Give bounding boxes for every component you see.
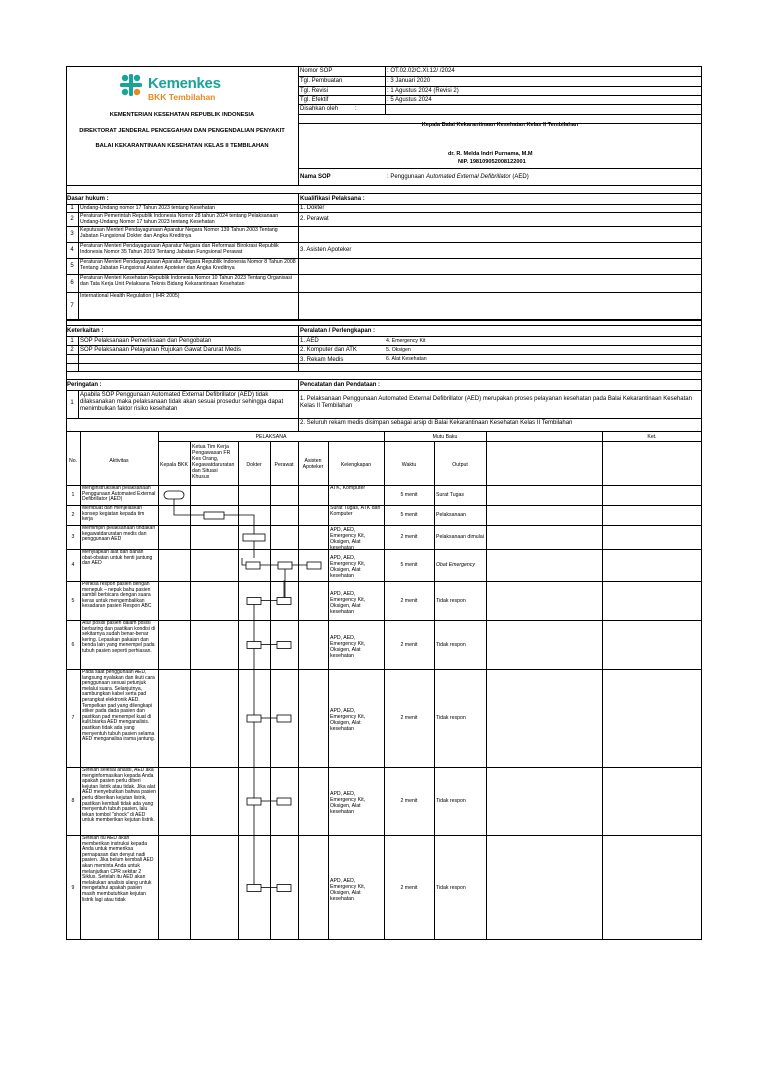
row-no: 7 <box>71 715 75 721</box>
row-no: 1 <box>71 492 75 498</box>
row-output: Obat Emergency <box>436 562 475 568</box>
row-waktu: 2 menit <box>400 884 418 891</box>
kualifikasi-item: 2. Perawat <box>300 216 329 222</box>
tgl-revisi-label: Tgl. Revisi <box>300 88 329 94</box>
row-kelengkapan: APD, AED, Emergency Kit, Oksigen, Alat kesehatan <box>330 791 366 815</box>
flowchart-diagram <box>66 66 702 1066</box>
process-box <box>247 598 261 605</box>
nama-sop-label: Nama SOP <box>300 174 331 180</box>
row-output: Tidak respon <box>436 884 466 891</box>
kualifikasi-item: 3. Asisten Apoteker <box>300 247 352 253</box>
row-waktu: 2 menit <box>400 641 418 648</box>
nama-sop-value: : Penggunaan Automated External Defibrillator (AED) <box>387 174 529 180</box>
disahkan-label: Disahkan oleh <box>300 106 339 112</box>
ministry-name: KEMENTERIAN KESEHATAN REPUBLIK INDONESIA <box>109 112 255 118</box>
disahkan-colon: : <box>355 106 357 112</box>
kualifikasi-heading: Kualifikasi Pelaksana : <box>300 196 365 202</box>
row-aktivitas: Pada saat penggunaan AED, langsung nyalakan dan ikuti cara penggunaan sesuai petunjuk melalui suara. Selanjutnya, sambungkan kabel serta pad perangkat elektronik AED. Tempelkan pad yang dilengkapi stiker pada dada pasien dan pastikan pad menempel kuat di kulit.biarka AED menganalisis. pastikan tidak ada yang menyentuh tubuh pasien selama AED menganalisa irama jantung. <box>82 669 156 743</box>
header-asisten-apoteker: Asisten Apoteker <box>302 458 324 470</box>
row-kelengkapan: APD, AED, Emergency Kit, Oksigen, Alat kesehatan <box>330 877 366 902</box>
dasar-hukum-no: 4 <box>70 247 74 253</box>
row-no: 2 <box>71 512 75 518</box>
row-waktu: 2 menit <box>400 534 418 540</box>
peralatan-item: 2. Komputer dan ATK <box>300 347 357 353</box>
row-output: Tidak respon <box>436 641 466 648</box>
dasar-hukum-no: 1 <box>70 205 74 211</box>
peralatan-item: 4. Emergency Kit <box>386 338 426 344</box>
row-no: 5 <box>71 597 75 604</box>
row-output: Surat Tugas <box>436 492 464 498</box>
dasar-hukum-no: 2 <box>70 216 74 222</box>
process-box <box>247 715 261 722</box>
keterkaitan-item: SOP Pelaksanaan Pelayanan Rujukan Gawat Darurat Medis <box>80 347 241 353</box>
process-box <box>277 885 291 892</box>
header-aktivitas: Aktivitas <box>109 458 129 464</box>
row-waktu: 2 menit <box>400 715 418 721</box>
header-mutu-baku: Mutu Baku <box>432 434 458 440</box>
header-dokter: Dokter <box>246 462 262 468</box>
peralatan-item: 5. Oksigen <box>386 347 411 353</box>
dasar-hukum-heading: Dasar hukum : <box>67 196 109 202</box>
process-box <box>307 562 321 569</box>
dasar-hukum-no: 3 <box>70 231 74 237</box>
flow-connector <box>242 558 246 565</box>
peralatan-heading: Peralatan / Perlengkapan : <box>300 328 376 334</box>
dasar-hukum-item: Peraturan Menteri Pendayagunaan Aparatur Negara Republik Indonesia Nomor 8 Tahun 2008 Tentang Jabatan Fungsional Asisten Apoteker dan Angka Kreditnya <box>80 259 296 271</box>
row-waktu: 2 menit <box>400 798 418 804</box>
dasar-hukum-no: 5 <box>70 263 74 269</box>
process-box <box>277 642 291 649</box>
signer-name: dr. R. Melda Indri Purnama, M.M <box>448 151 533 157</box>
tgl-pembuatan-value: : 3 Januari 2020 <box>387 78 431 84</box>
process-box <box>247 885 261 892</box>
peringatan-text: Apabila SOP Penggunaan Automated External Defibrillator (AED) tidak dilaksanakan maka pelaksanaan tidak akan sesuai prosedur sehingga dapat menimbulkan faktor risiko kesehatan <box>80 392 284 412</box>
peringatan-no: 1 <box>70 400 74 406</box>
row-aktivitas: Menyiapkan alat dan bahan obat-obatan untuk henti jantung dan AED <box>82 549 153 567</box>
dasar-hukum-item: Peraturan Menteri Kesehatan Republik Indonesia Nomor 10 Tahun 2023 Tentang Organisasi dan Tata Kerja Unit Pelaksana Teknis Bidang Kekarantinaan Kesehatan <box>80 275 293 287</box>
dasar-hukum-item: Undang-Undang nomor 17 Tahun 2023 tentang Kesehatan <box>80 205 215 211</box>
header-ket: Ket. <box>647 434 657 440</box>
office-name: BALAI KEKARANTINAAN KESEHATAN KELAS II TEMBILAHAN <box>95 143 269 149</box>
row-waktu: 2 menit <box>400 597 418 604</box>
process-box <box>277 598 291 605</box>
header-output: Output <box>452 462 468 468</box>
process-box <box>277 715 291 722</box>
row-output: Pelaksanaan dimulai <box>436 534 484 540</box>
row-aktivitas: Membuat dan menjelaskan konsep kegiatan kepada tim kerja <box>82 505 145 523</box>
row-no: 8 <box>71 798 75 804</box>
row-no: 9 <box>71 884 75 891</box>
tgl-pembuatan-label: Tgl. Pembuatan <box>300 78 343 84</box>
signer-nip: NIP. 198109052008122001 <box>458 159 526 165</box>
row-waktu: 5 menit <box>400 492 418 498</box>
logo-subtitle: BKK Tembilahan <box>148 92 216 102</box>
row-output: Tidak respon <box>436 715 466 721</box>
row-kelengkapan: APD, AED, Emergency Kit, Oksigen, Alat kesehatan <box>330 634 366 659</box>
header-no: No. <box>68 458 78 464</box>
row-output: Tidak respon <box>436 597 466 604</box>
logo-brand: Kemenkes <box>148 75 221 92</box>
tgl-efektif-label: Tgl. Efektif <box>300 97 329 103</box>
header-waktu: Waktu <box>401 462 417 468</box>
dasar-hukum-item: Keputusan Menteri Pendayagunaan Aparatur Negara Nomor 139 Tahun 2003 Tentang Jabatan Fungsional Dokter dan Angka Kreditnya <box>80 227 278 239</box>
keterkaitan-heading: Keterkaitan : <box>67 328 104 334</box>
tgl-efektif-value: : 5 Agustus 2024 <box>387 97 432 103</box>
row-kelengkapan: Surat Tugas, ATK dan Komputer <box>330 505 381 517</box>
dasar-hukum-item: Peraturan Pemerintah Republik Indonesia Nomor 28 tahun 2024 tentang Pelaksanaan Undang-Undang Nomor 17 tahun 2023 tentang Kesehatan <box>80 213 279 225</box>
pencatatan-item: 1. Pelaksanaan Penggunaan Automated External Defibrillator (AED) merupakan proses pelayanan kesehatan pada Balai Kekarantinaan Kesehatan Kelas II Tembilahan <box>300 396 692 409</box>
row-aktivitas: Setelah selesai analisi, AED aka menginformasikan kepada Anda apakah pasien perlu diberi kejutan listrik atau tidak. Jika alat AED menyebutkan bahwa pasien perlu diberikan kejutan listrik, pastikan kembali tidak ada yang menyentuh tubuh pasien, lalu tekan tombol "shock" di AED untuk memberikan kejutan listrik. <box>82 767 156 824</box>
tgl-revisi-value: : 1 Agustus 2024 (Revisi 2) <box>387 88 459 94</box>
start-terminator <box>164 491 184 499</box>
row-no: 3 <box>71 534 75 540</box>
pencatatan-item: 2. Seluruh rekam medis disimpan sebagai arsip di Balai Kekarantinaan Kesehatan Kelas II Tembilahan <box>300 420 573 426</box>
header-kepala-bkk: Kepala BKK <box>160 462 188 468</box>
nomor-value: : OT.02.02/C.XI.12/ /2024 <box>387 68 455 74</box>
row-aktivitas: Memimpin pelaksanaan tindakan kegawatdaruratan medis dan penggunaan AED <box>82 525 156 543</box>
row-kelengkapan: APD, AED, Emergency Kit, Oksigen, Alat kesehatan <box>330 590 366 615</box>
row-kelengkapan: ATK, Komputer <box>330 485 366 491</box>
row-waktu: 5 menit <box>400 562 418 568</box>
process-box <box>247 798 261 805</box>
row-aktivitas: Periksa respon pasien dengan menepuk – nepuk bahu pasien sambil berbicara dengan suara keras untuk mengembalikan kesadaran pasien Respon ABC <box>82 581 152 610</box>
row-aktivitas: Atur posisi pasien dalam posisi berbaring dan pastikan kondisi di sekitarnya sudah benar-benar kering. Lepaskan pakaian dan benda lain yang menempel pada tubuh pasien seperti perhiasan. <box>82 620 156 654</box>
row-waktu: 5 menit <box>400 512 418 518</box>
row-no: 4 <box>71 562 75 568</box>
header-kelengkapan: Kelengkapan <box>340 462 372 468</box>
dasar-hukum-item: International Health Regulation ( IHR 2005) <box>80 293 180 299</box>
header-ketua-tim: Ketua Tim Kerja Pengawasan FR Kes Orang, Kegawatdaruratan dan Situasi Khusus <box>192 444 235 480</box>
process-box <box>277 798 291 805</box>
dasar-hukum-no: 6 <box>70 280 74 286</box>
row-output: Pelaksanaan <box>436 512 466 518</box>
nomor-label: Nomor SOP <box>300 68 333 74</box>
peringatan-heading: Peringatan : <box>67 382 102 388</box>
pencatatan-heading: Pencatatan dan Pendataan : <box>300 382 381 388</box>
kualifikasi-item: 1. Dokter <box>300 205 325 211</box>
process-box <box>247 642 261 649</box>
header-perawat: Perawat <box>274 462 294 468</box>
process-box <box>243 534 265 541</box>
row-aktivitas: Setelah itu AED akan memberikan instruksi kepada Anda untuk memeriksa pernapasan dan denyut nadi pasien. Jika belum kembali AED akan meminta Anda untuk melanjutkan CPR sekitar 2 Siklus. Setelah itu AED akan melakukan analisis ulang untuk mengetahui apakah pasien masih membutuhkan kejutan listrik lagi atau tidak <box>82 835 154 903</box>
signer-title: Kepala Balai Kekarantinaan Kesehatan Kelas II Tembilahan <box>421 122 579 128</box>
process-box <box>204 512 224 519</box>
peralatan-item: 1. AED <box>300 338 319 344</box>
keterkaitan-item: SOP Pelaksanaan Pemeriksaan dan Pengobatan <box>80 338 212 344</box>
row-output: Tidak respon <box>436 798 466 804</box>
row-kelengkapan: APD, AED, Emergency Kit, Oksigen, Alat kesehatan <box>330 555 366 579</box>
row-no: 6 <box>71 641 75 648</box>
directorate-name: DIREKTORAT JENDERAL PENCEGAHAN DAN PENGENDALIAN PENYAKIT <box>79 128 285 134</box>
row-kelengkapan: APD, AED, Emergency Kit, Oksigen, Alat kesehatan <box>330 527 366 551</box>
dasar-hukum-no: 7 <box>70 303 74 309</box>
flow-connector <box>224 515 254 534</box>
peralatan-item: 3. Rekam Medis <box>300 357 344 363</box>
keterkaitan-no: 2 <box>70 347 74 353</box>
process-box <box>246 562 260 569</box>
row-kelengkapan: APD, AED, Emergency Kit, Oksigen, Alat kesehatan <box>330 708 366 732</box>
peralatan-item: 6. Alat Kesehatan <box>386 356 427 362</box>
process-box <box>278 562 292 569</box>
flow-connector <box>174 499 204 515</box>
dasar-hukum-item: Peraturan Menteri Pendayagunaan Aparatur Negara dan Reformasi Birokrasi Republik Indonesia Nomor 35 Tahun 2019 Tentang Jabatan Fungsional Perawat <box>80 243 279 255</box>
row-aktivitas: Menginstruksikan pelaksanaan Penggunaan Automated External Defibrillator (AED) <box>82 485 156 503</box>
keterkaitan-no: 1 <box>70 338 74 344</box>
header-pelaksana: PELAKSANA <box>255 434 287 440</box>
